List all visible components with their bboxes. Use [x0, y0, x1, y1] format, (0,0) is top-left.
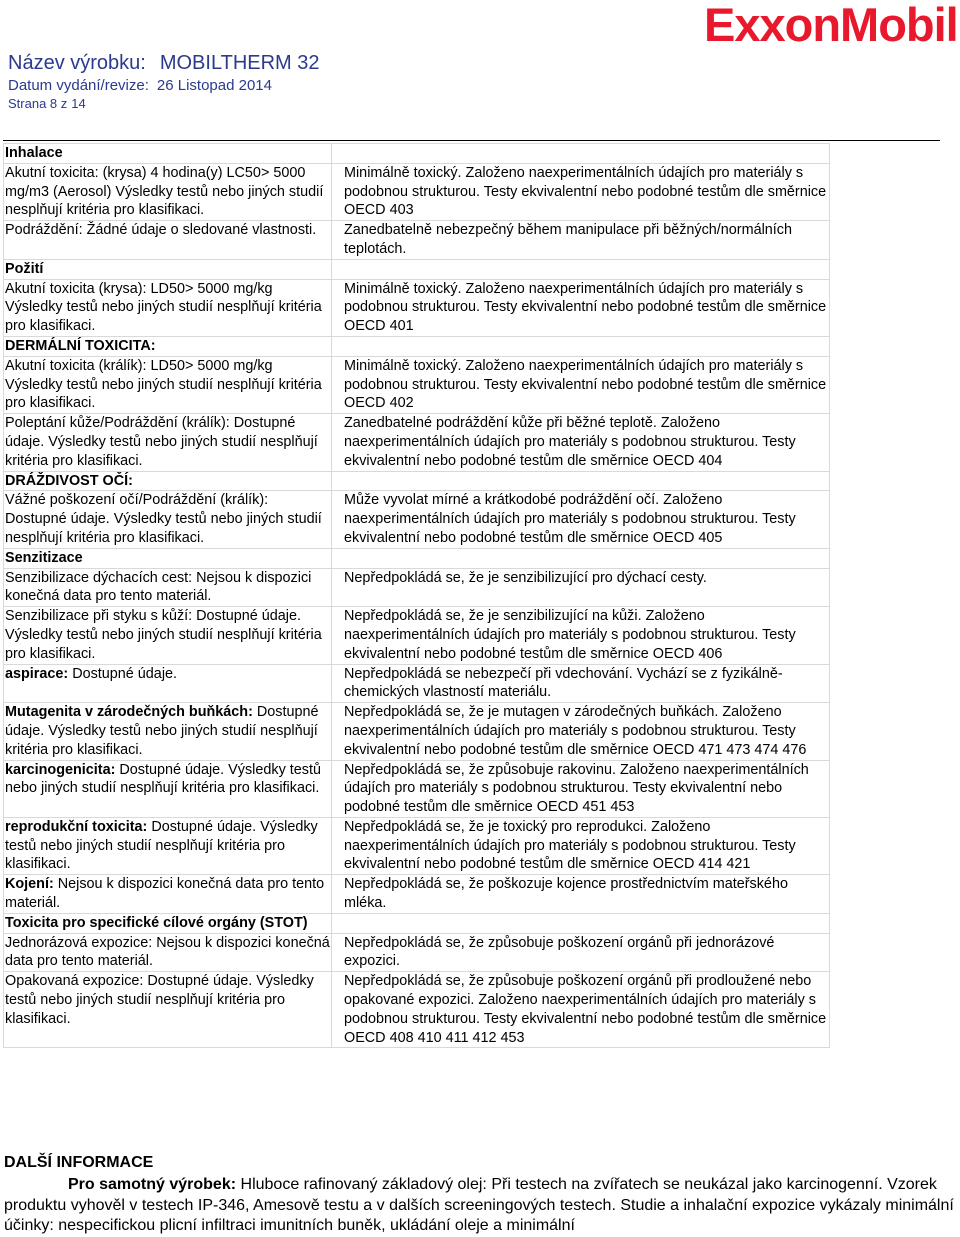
cell-text: Minimálně toxický. Založeno naexperimentálních údajích pro materiály s podobnou strukturou. Testy ekvivalentní nebo podobné testům dle směrnice OECD 403: [344, 164, 827, 219]
property-cell: [4, 703, 332, 760]
cell-text: Zanedbatelné podráždění kůže při běžné teplotě. Založeno naexperimentálních údajích pro materiály s podobnou strukturou. Testy ekvivalentní nebo podobné testům dle směrnice OECD 404: [344, 415, 796, 469]
assessment-cell: [332, 356, 830, 413]
cell-heading-text: aspirace:: [5, 665, 69, 682]
cell-text: Nepředpokládá se, že je toxický pro reprodukci. Založeno naexperimentálních údajích pro materiály s podobnou strukturou. Testy ekvivalentní nebo podobné testům dle směrnice OECD 414 421: [344, 818, 796, 873]
assessment-cell: [332, 760, 830, 817]
toxicity-table-body: [4, 144, 830, 1048]
assessment-cell: [332, 491, 830, 548]
assessment-cell: [332, 471, 830, 491]
table-row: [4, 279, 830, 336]
assessment-cell: [332, 144, 830, 164]
cell-heading-text: karcinogenicita:: [5, 761, 116, 778]
cell-text: Minimálně toxický. Založeno naexperimentálních údajích pro materiály s podobnou strukturou. Testy ekvivalentní nebo podobné testům dle směrnice OECD 402: [344, 357, 827, 412]
page-total-value: 14: [71, 96, 86, 111]
table-row: [4, 356, 830, 413]
header-divider: [3, 140, 940, 141]
cell-text: Poleptání kůže/Podráždění (králík): Dostupné údaje. Výsledky testů nebo jiných studií nesplňují kritéria pro klasifikaci.: [5, 415, 318, 469]
property-cell: [4, 144, 332, 164]
assessment-cell: [332, 817, 830, 874]
cell-text: Senzibilizace dýchacích cest: Nejsou k dispozici konečná data pro tento materiál.: [5, 569, 312, 605]
cell-text: Vážné poškození očí/Podráždění (králík): Dostupné údaje. Výsledky testů nebo jiných studií nesplňují kritéria pro klasifikaci.: [5, 492, 322, 546]
cell-text: Akutní toxicita (krysa): LD50> 5000 mg/kg Výsledky testů nebo jiných studií nesplňují kritéria pro klasifikaci.: [5, 280, 322, 335]
cell-heading-text: Senzitizace: [5, 549, 83, 566]
table-row: [4, 336, 830, 356]
further-info-heading: DALŠÍ INFORMACE: [4, 1154, 154, 1171]
cell-text: Nepředpokládá se, že způsobuje poškození orgánů při prodloužené nebo opakované expozici. Založeno naexperimentálních údajích pro materiály s podobnou strukturou. Testy ekvivalentní nebo podobné testům dle směrnice OECD 408 410 411 412 453: [344, 973, 827, 1046]
property-cell: [4, 163, 332, 220]
property-cell: [4, 972, 332, 1048]
table-row: [4, 163, 830, 220]
table-row: [4, 817, 830, 874]
assessment-cell: [332, 259, 830, 279]
table-row: [4, 221, 830, 260]
property-cell: [4, 933, 332, 972]
cell-heading-text: Požití: [5, 260, 44, 277]
assessment-cell: [332, 875, 830, 914]
assessment-cell: [332, 221, 830, 260]
property-cell: [4, 548, 332, 568]
cell-heading-text: Toxicita pro specifické cílové orgány (STOT): [5, 914, 308, 931]
cell-heading-text: Mutagenita v zárodečných buňkách:: [5, 704, 253, 721]
product-name-value: MOBILTHERM 32: [159, 52, 320, 74]
assessment-cell: [332, 548, 830, 568]
cell-text: Nepředpokládá se, že poškozuje kojence prostřednictvím mateřského mléka.: [344, 876, 788, 912]
property-cell: [4, 279, 332, 336]
table-row: [4, 491, 830, 548]
table-row: [4, 933, 830, 972]
cell-text: Nepředpokládá se, že je senzibilizující pro dýchací cesty.: [344, 569, 707, 586]
cell-text: Dostupné údaje. Výsledky testů nebo jiných studií nesplňují kritéria pro klasifikaci.: [5, 704, 319, 758]
cell-heading-text: DERMÁLNÍ TOXICITA:: [5, 337, 156, 354]
cell-text: Minimálně toxický. Založeno naexperimentálních údajích pro materiály s podobnou strukturou. Testy ekvivalentní nebo podobné testům dle směrnice OECD 401: [344, 280, 827, 335]
assessment-cell: [332, 703, 830, 760]
assessment-cell: [332, 336, 830, 356]
property-cell: [4, 875, 332, 914]
table-row: [4, 471, 830, 491]
property-cell: [4, 760, 332, 817]
exxonmobil-logo: ExxonMobil: [704, 0, 958, 51]
table-row: [4, 913, 830, 933]
table-row: [4, 548, 830, 568]
product-name-line: [8, 52, 320, 75]
property-cell: [4, 817, 332, 874]
property-cell: [4, 221, 332, 260]
cell-heading-text: Inhalace: [5, 145, 63, 161]
assessment-cell: [332, 913, 830, 933]
cell-text: Nepředpokládá se nebezpečí při vdechování. Vychází se z fyzikálně-chemických vlastností materiálu.: [344, 665, 783, 701]
further-info-lead: Pro samotný výrobek:: [68, 1176, 237, 1193]
cell-text: Jednorázová expozice: Nejsou k dispozici konečná data pro tento materiál.: [5, 934, 330, 970]
property-cell: [4, 491, 332, 548]
cell-heading-text: DRÁŽDIVOST OČÍ:: [5, 472, 133, 489]
property-cell: [4, 259, 332, 279]
cell-text: Akutní toxicita: (krysa) 4 hodina(y) LC50> 5000 mg/m3 (Aerosol) Výsledky testů nebo jiných studií nesplňují kritéria pro klasifikaci.: [5, 164, 324, 219]
assessment-cell: [332, 664, 830, 703]
table-row: [4, 664, 830, 703]
assessment-cell: [332, 972, 830, 1048]
cell-heading-text: reprodukční toxicita:: [5, 818, 148, 835]
cell-text: Nepředpokládá se, že způsobuje rakovinu. Založeno naexperimentálních údajích pro materiály s podobnou strukturou. Testy ekvivalentní nebo podobné testům dle směrnice OECD 451 453: [344, 761, 809, 816]
table-row: [4, 259, 830, 279]
assessment-cell: [332, 933, 830, 972]
property-cell: [4, 336, 332, 356]
cell-text: Může vyvolat mírné a krátkodobé podráždění očí. Založeno naexperimentálních údajích pro materiály s podobnou strukturou. Testy ekvivalentní nebo podobné testům dle směrnice OECD 405: [344, 492, 796, 546]
assessment-cell: [332, 163, 830, 220]
page-number-label: Strana 8 z: [8, 96, 68, 111]
cell-text: Dostupné údaje. Výsledky testů nebo jiných studií nesplňují kritéria pro klasifikaci.: [5, 818, 318, 873]
table-row: [4, 568, 830, 607]
property-cell: [4, 471, 332, 491]
cell-text: Nepředpokládá se, že je senzibilizující na kůži. Založeno naexperimentálních údajích pro materiály s podobnou strukturou. Testy ekvivalentní nebo podobné testům dle směrnice OECD 406: [344, 608, 796, 662]
table-row: [4, 760, 830, 817]
cell-text: Nepředpokládá se, že je mutagen v zárodečných buňkách. Založeno naexperimentálních údajích pro materiály s podobnou strukturou. Testy ekvivalentní nebo podobné testům dle směrnice OECD 471 473 474 476: [344, 704, 807, 758]
property-cell: [4, 664, 332, 703]
further-info-paragraph: [4, 1175, 956, 1237]
cell-text: Dostupné údaje. Výsledky testů nebo jiných studií nesplňují kritéria pro klasifikaci.: [5, 761, 321, 797]
cell-text: Nepředpokládá se, že způsobuje poškození orgánů při jednorázové expozici.: [344, 934, 775, 970]
cell-text: Nejsou k dispozici konečná data pro tento materiál.: [5, 876, 325, 912]
property-cell: [4, 913, 332, 933]
cell-text: Akutní toxicita (králík): LD50> 5000 mg/kg Výsledky testů nebo jiných studií nesplňují kritéria pro klasifikaci.: [5, 357, 322, 412]
property-cell: [4, 356, 332, 413]
cell-text: Senzibilizace při styku s kůží: Dostupné údaje. Výsledky testů nebo jiných studií nesplňují kritéria pro klasifikaci.: [5, 608, 322, 662]
toxicity-table: [3, 143, 830, 1048]
assessment-cell: [332, 279, 830, 336]
property-cell: [4, 568, 332, 607]
cell-text: Zanedbatelně nebezpečný během manipulace při běžných/normálních teplotách.: [344, 222, 792, 257]
table-row: [4, 703, 830, 760]
table-row: [4, 607, 830, 664]
cell-text: Dostupné údaje.: [68, 665, 178, 682]
table-row: [4, 875, 830, 914]
table-row: [4, 972, 830, 1048]
revision-date-label: Datum vydání/revize:: [8, 77, 149, 94]
property-cell: [4, 607, 332, 664]
cell-text: Podráždění: Žádné údaje o sledované vlastnosti.: [5, 222, 317, 239]
product-name-label: Název výrobku:: [8, 52, 146, 74]
further-info-body: Hluboce rafinovaný základový olej: Při testech na zvířatech se neukázal jako karcinogenní. Vzorek produktu vyhověl v testech IP-346, Amesově testu a v dalších screeningových testech. Studie a inhalační expozice vykázaly minimální účinky: nespecifickou plicní infiltraci imunitních buněk, ukládání oleje a minimální: [4, 1176, 954, 1234]
revision-date-line: [8, 77, 272, 94]
table-row: [4, 144, 830, 164]
cell-heading-text: Kojení:: [5, 876, 54, 893]
assessment-cell: [332, 414, 830, 471]
table-row: [4, 414, 830, 471]
page-number-line: [8, 96, 86, 111]
assessment-cell: [332, 607, 830, 664]
revision-date-value: 26 Listopad 2014: [156, 77, 272, 94]
property-cell: [4, 414, 332, 471]
cell-text: Opakovaná expozice: Dostupné údaje. Výsledky testů nebo jiných studií nesplňují kritéria pro klasifikaci.: [5, 973, 314, 1027]
assessment-cell: [332, 568, 830, 607]
